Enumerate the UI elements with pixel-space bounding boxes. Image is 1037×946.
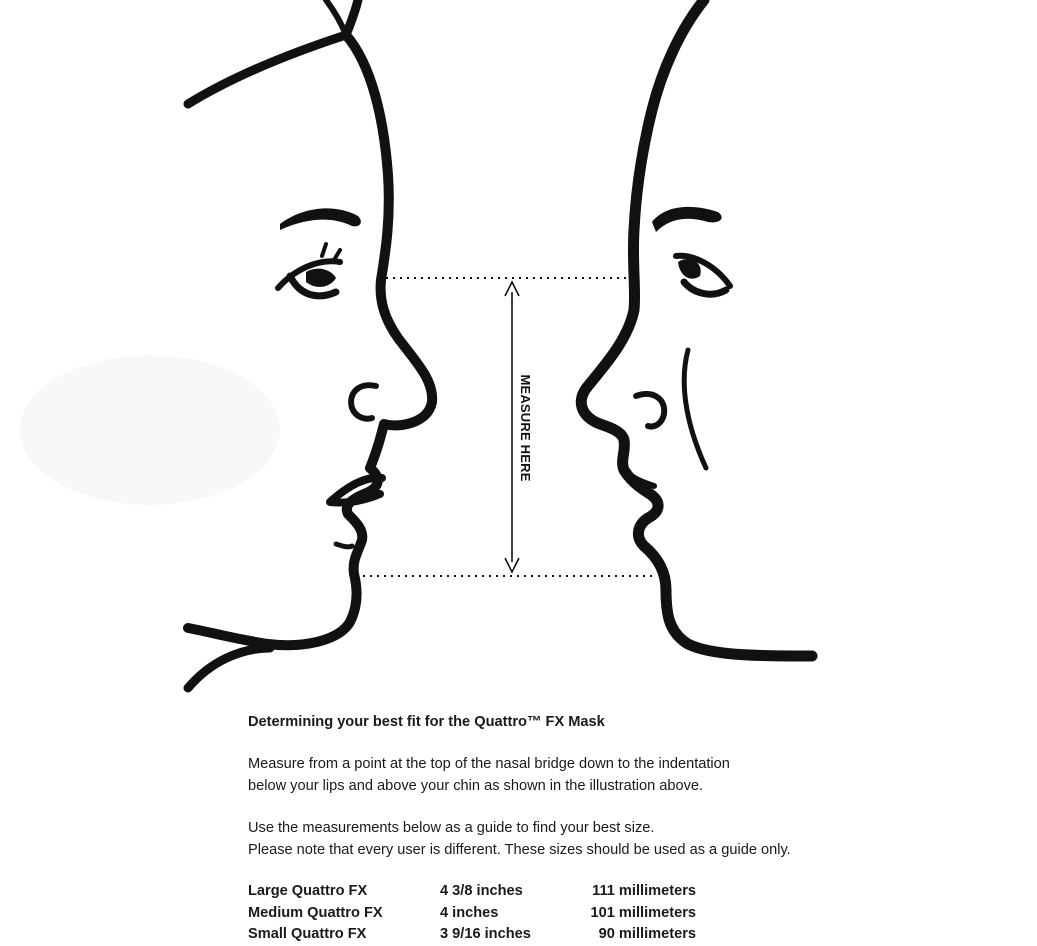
size-millimeters: 111 millimeters	[592, 883, 696, 899]
measure-here-label: MEASURE HERE	[518, 374, 533, 482]
note-line: Please note that every user is different. These sizes should be used as a guide only.	[248, 842, 791, 858]
fit-guide	[248, 711, 1008, 946]
table-row	[248, 903, 696, 925]
fit-guide-heading: Determining your best fit for the Quattro™ FX Mask	[248, 714, 605, 730]
table-row	[248, 924, 696, 946]
table-row	[248, 881, 696, 903]
size-millimeters: 90 millimeters	[598, 926, 696, 942]
size-millimeters: 101 millimeters	[590, 904, 696, 921]
size-inches: 4 inches	[440, 904, 499, 921]
right-face-profile	[581, 0, 812, 656]
size-inches: 4 3/8 inches	[440, 883, 523, 899]
instruction-line: below your lips and above your chin as shown in the illustration above.	[248, 778, 704, 794]
size-inches: 3 9/16 inches	[440, 926, 531, 942]
size-name: Large Quattro FX	[248, 883, 368, 899]
instruction-line: Measure from a point at the top of the nasal bridge down to the indentation	[248, 756, 730, 772]
size-name: Small Quattro FX	[248, 926, 367, 942]
size-guide-note	[248, 817, 1008, 861]
size-table	[248, 881, 696, 946]
note-line: Use the measurements below as a guide to find your best size.	[248, 820, 655, 836]
measure-instructions	[248, 753, 1008, 797]
faint-background-mark	[20, 355, 280, 505]
left-face-profile	[188, 0, 432, 688]
size-name: Medium Quattro FX	[248, 904, 383, 921]
